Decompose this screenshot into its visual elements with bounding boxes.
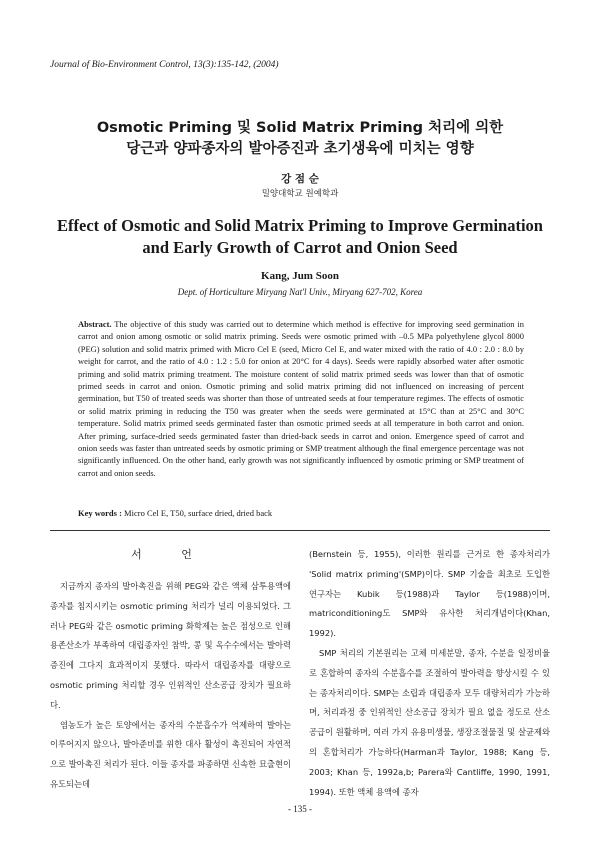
english-author: Kang, Jum Soon [261,270,339,282]
english-affiliation: Dept. of Horticulture Miryang Nat'l Univ., Miryang 627-702, Korea [177,287,423,297]
introduction-heading: 서 언 [131,548,210,561]
keywords-text: Micro Cel E, T50, surface dried, dried back [124,508,273,518]
left-paragraph-2: 염농도가 높은 토양에서는 종자의 수분흡수가 억제하여 발아는 이루어지지 않으나, 발아준비를 위한 대사 활성이 촉진되어 자연적으로 발아촉진 처리가 된다. 이들 종자를 파종하면 신속한 묘출현이 유도되는데 [50,719,291,789]
journal-citation: Journal of Bio-Environment Control, 13(3):135-142, (2004) [50,60,279,70]
left-column [50,545,291,795]
korean-title-line-2: 당근과 양파종자의 발아증진과 초기생육에 미치는 영향 [126,141,474,157]
korean-affiliation: 밀양대학교 원예학과 [261,189,339,199]
english-title-line-2: and Early Growth of Carrot and Onion Seed [142,238,458,257]
keywords [78,508,524,518]
abstract [78,318,524,479]
english-title-line-1: Effect of Osmotic and Solid Matrix Priming to Improve Germination [57,216,543,235]
right-column [309,545,550,802]
keywords-label: Key words : [78,508,122,518]
korean-author: 강 점 순 [281,173,319,185]
left-paragraph-1: 지금까지 종자의 발아촉진을 위해 PEG와 같은 액체 삼투용액에 종자를 침지시키는 osmotic priming 처리가 널리 이용되었다. 그러나 PEG와 같은 osmotic priming 화학제는 높은 점성으로 인해 용존산소가 부족하여 대립종자인 참박, 콩 및 옥수수에서는 발아력 증진에 그다지 효과적이지 못했다. 따라서 대립종자를 대량으로 osmotic priming 처리할 경우 인위적인 산소공급 장치가 필요하다. [50,581,291,710]
abstract-text: The objective of this study was carried out to determine which method is effective for improving seed germination in carrot and onion among osmotic or solid matrix priming. Seeds were osmotic primed with –0.5 MPa polyethylene glycol 8000 (PEG) solution and solid matrix primed with Micro Cel E (seed, Micro Cel E, and water mixed with the ratio of 4.0 : 2.0 : 8.0 by weight for carrot, and the ratio of 4.0 : 1.2 : 5.0 for onion at 20°C for 4 days). Seeds were rapidly absorbed water after osmotic priming and solid matrix priming treatment. The moisture content of solid matrix primed seeds was lower than that of osmotic primed seeds in carrot and onion. Osmotic priming and solid matrix priming did not influenced on increasing of percent germination, but T50 of treated seeds was shorter than those of untreated seeds at four temperature regimes. The effects of osmotic or solid matrix priming in reducing the T50 was greater when the seeds were germinated at 15°C than at 25°C and 30°C temperature. Solid matrix primed seeds germinated faster than osmotic primed seeds at all temperature in both carrot and onion. After priming, surface-dried seeds germinated faster than dried-back seeds in carrot and onion. Emergence speed of carrot and onion seeds was faster than untreated seeds by osmotic priming or SMP treatment although the final emergence percentage was not significantly influenced. On the other hand, early growth was not significantly influenced by osmotic priming or SMP treatment of carrot and onion seeds. [78,319,524,478]
section-divider [50,530,550,531]
right-paragraph-2: SMP 처리의 기본원리는 고체 미세분말, 종자, 수분을 일정비율로 혼합하여 종자의 수분흡수를 조절하여 발아력을 향상시킬 수 있는 종자처리이다. SMP는 소립과 대립종자 모두 대량처리가 가능하며, 처리과정 중 인위적인 산소공급 장치가 필요 없을 정도로 산소공급이 원활하며, 여러 가지 유용미생물, 생장조절물질 및 살균제와의 혼합처리가 가능하다(Harman과 Taylor, 1988; Kang 등, 2003; Khan 등, 1992a,b; Parera와 Cantliffe, 1990, 1991, 1994). 또한 액체 용액에 종자 [309,647,550,797]
korean-title-line-1: Osmotic Priming 및 Solid Matrix Priming 처리에 의한 [96,120,504,136]
right-paragraph-1: (Bernstein 등, 1955), 이러한 원리를 근거로 한 종자처리가 'Solid matrix priming'(SMP)이다. SMP 기술을 최초로 도입한 연구자는 Kubik 등(1988)과 Taylor 등(1988)이며, matriconditioning도 SMP와 유사한 처리개념이다(Khan, 1992). [309,549,550,639]
page-number: - 135 - [288,804,312,814]
abstract-label: Abstract. [78,319,112,329]
